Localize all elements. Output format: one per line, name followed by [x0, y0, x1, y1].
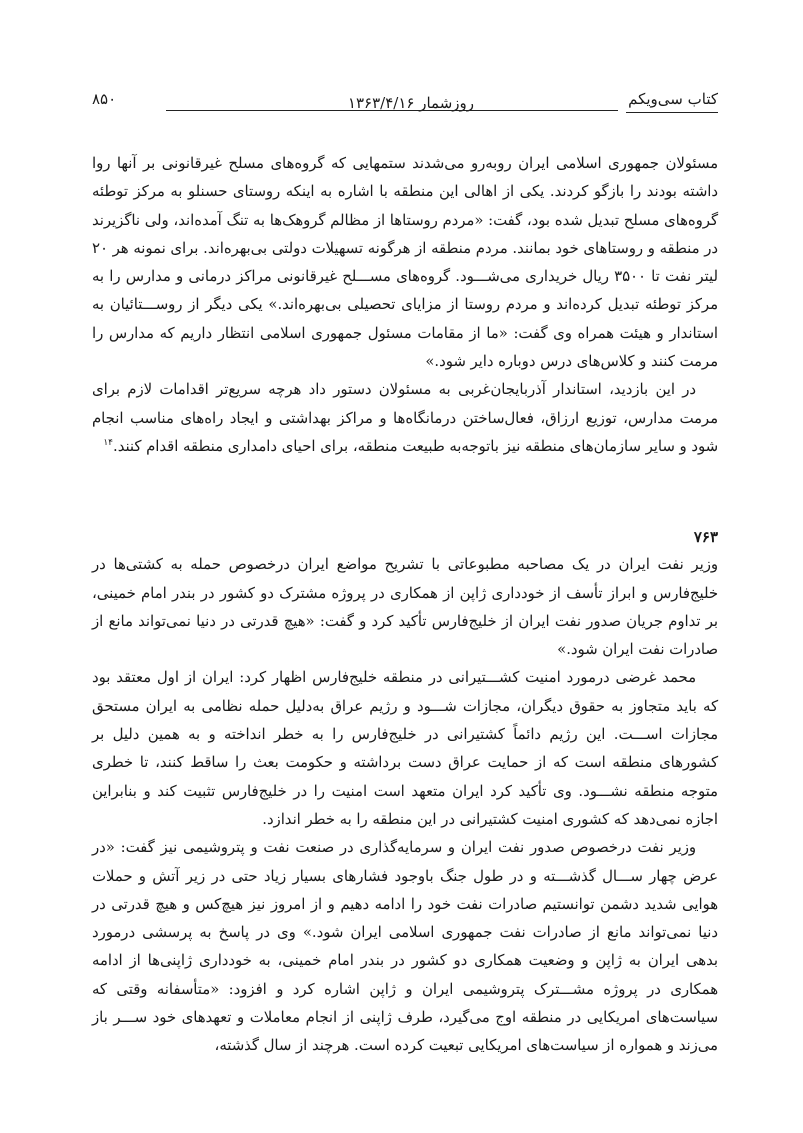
paragraph: وزیر نفت درخصوص صدور نفت ایران و سرمایه‌گذاری در صنعت نفت و پتروشیمی نیز گفت: «در عرض چهار ســـال گذشـــته و در طول جنگ باوجود فشارهای بسیار زیاد حتی در زیر آتش و حملات هوایی شدید دشمن توانستیم صادرات نفت خود را ادامه دهیم و از امروز نیز هیچ‌کس و هیچ قدرتی در دنیا نمی‌تواند مانع از صادرات نفت جمهوری اسلامی ایران شود.» وی در پاسخ به پرسشی درمورد بدهی ایران به ژاپن و وضعیت همکاری دو کشور در بندر امام خمینی، به خودداری ژاپنی‌ها از ادامه همکاری در پروژه مشـــترک پتروشیمی ایران و ژاپن اشاره کرد و افزود: «متأسفانه وقتی که سیاست‌های امریکایی در منطقه اوج می‌گیرد، طرف ژاپنی از انجام معاملات و تعهدهای خود ســـر باز می‌زند و همواره از سیاست‌های امریکایی تبعیت کرده است. هرچند از سال گذشته،: [92, 839, 718, 1055]
footnote-ref[interactable]: ۱۴: [103, 438, 113, 449]
running-header: [92, 90, 718, 116]
paragraph: مسئولان جمهوری اسلامی ایران روبه‌رو می‌شدند ستمهایی که گروه‌های مسلح غیرقانونی بر آنها روا داشته بودند را بازگو کردند. یکی از اهالی این منطقه با اشاره به اینکه روستای حسنلو به مرکز توطئه گروه‌های مسلح تبدیل شده بود، گفت: «مردم روستاها از مظالم گروهک‌ها به تنگ آمده‌اند، ولی ناگزیرند در منطقه و روستاهای خود بمانند. مردم منطقه از هرگونه تسهیلات دولتی بی‌بهره‌اند. برای نمونه هر ۲۰ لیتر نفت تا ۳۵۰۰ ریال خریداری می‌شـــود. گروه‌های مســـلح غیرقانونی مراکز درمانی و مدارس را به مرکز توطئه تبدیل کرده‌اند و مردم روستا از مزایای تحصیلی بی‌بهره‌اند.» یکی دیگر از روســـتائیان به استاندار و هیئت همراه وی گفت: «ما از مقامات مسئول جمهوری اسلامی انتظار داریم که مدارس را مرمت کنند و کلاس‌های درس دوباره دایر شود.»: [92, 155, 718, 371]
book-title-underline: [626, 112, 718, 113]
book-title: کتاب سی‌ویکم: [628, 90, 718, 108]
page-body: [92, 150, 718, 1061]
entry-number: ۷۶۳: [693, 528, 718, 547]
page-number: ۸۵۰: [92, 90, 117, 108]
paragraph-with-footnote: [92, 376, 718, 461]
paragraph: محمد غرضی درمورد امنیت کشـــتیرانی در منطقه خلیج‌فارس اظهار کرد: ایران از اول معتقد بود که باید متجاوز به حقوق دیگران، مجازات شـــود و رژیم عراق به‌دلیل حمله نظامی به ایران مستحق مجازات اســـت. این رژیم دائماً کشتیرانی در خلیج‌فارس را به خطر انداخته و به همین دلیل بر کشورهای منطقه است که از حمایت عراق دست برداشته و حکومت بعث را ساقط کنند، تا خطری متوجه منطقه نشـــود. وی تأکید کرد ایران متعهد است امنیت را در خلیج‌فارس تثبیت کند و بنابراین اجازه نمی‌دهد که کشوری امنیت کشتیرانی در این منطقه را به خطر اندازد.: [92, 669, 718, 828]
paragraph: وزیر نفت ایران در یک مصاحبه مطبوعاتی با تشریح مواضع ایران درخصوص حمله به کشتی‌ها در خلیج‌فارس و ابراز تأسف از خودداری ژاپن از همکاری در پروژه مشترک دو کشور در بندر امام خمینی، بر تداوم جریان صدور نفت ایران از خلیج‌فارس تأکید کرد و گفت: «هیچ قدرتی در دنیا نمی‌تواند مانع از صادرات نفت ایران شود.»: [92, 556, 718, 659]
day-label: روزشمار ۱۳۶۳/۴/۱۶: [347, 94, 474, 112]
header-rule-left: [166, 110, 610, 111]
paragraph-text: در این بازدید، استاندار آذربایجان‌غربی به مسئولان دستور داد هرچه سریع‌تر اقدامات لازم برای مرمت مدارس، توزیع ارزاق، فعال‌ساختن درمانگاه‌ها و مراکز بهداشتی و ایجاد راه‌های مناسب انجام شود و سایر سازمان‌های منطقه نیز باتوجه‌به طبیعت منطقه، برای احیای دامداری منطقه اقدام کنند.: [92, 381, 718, 455]
